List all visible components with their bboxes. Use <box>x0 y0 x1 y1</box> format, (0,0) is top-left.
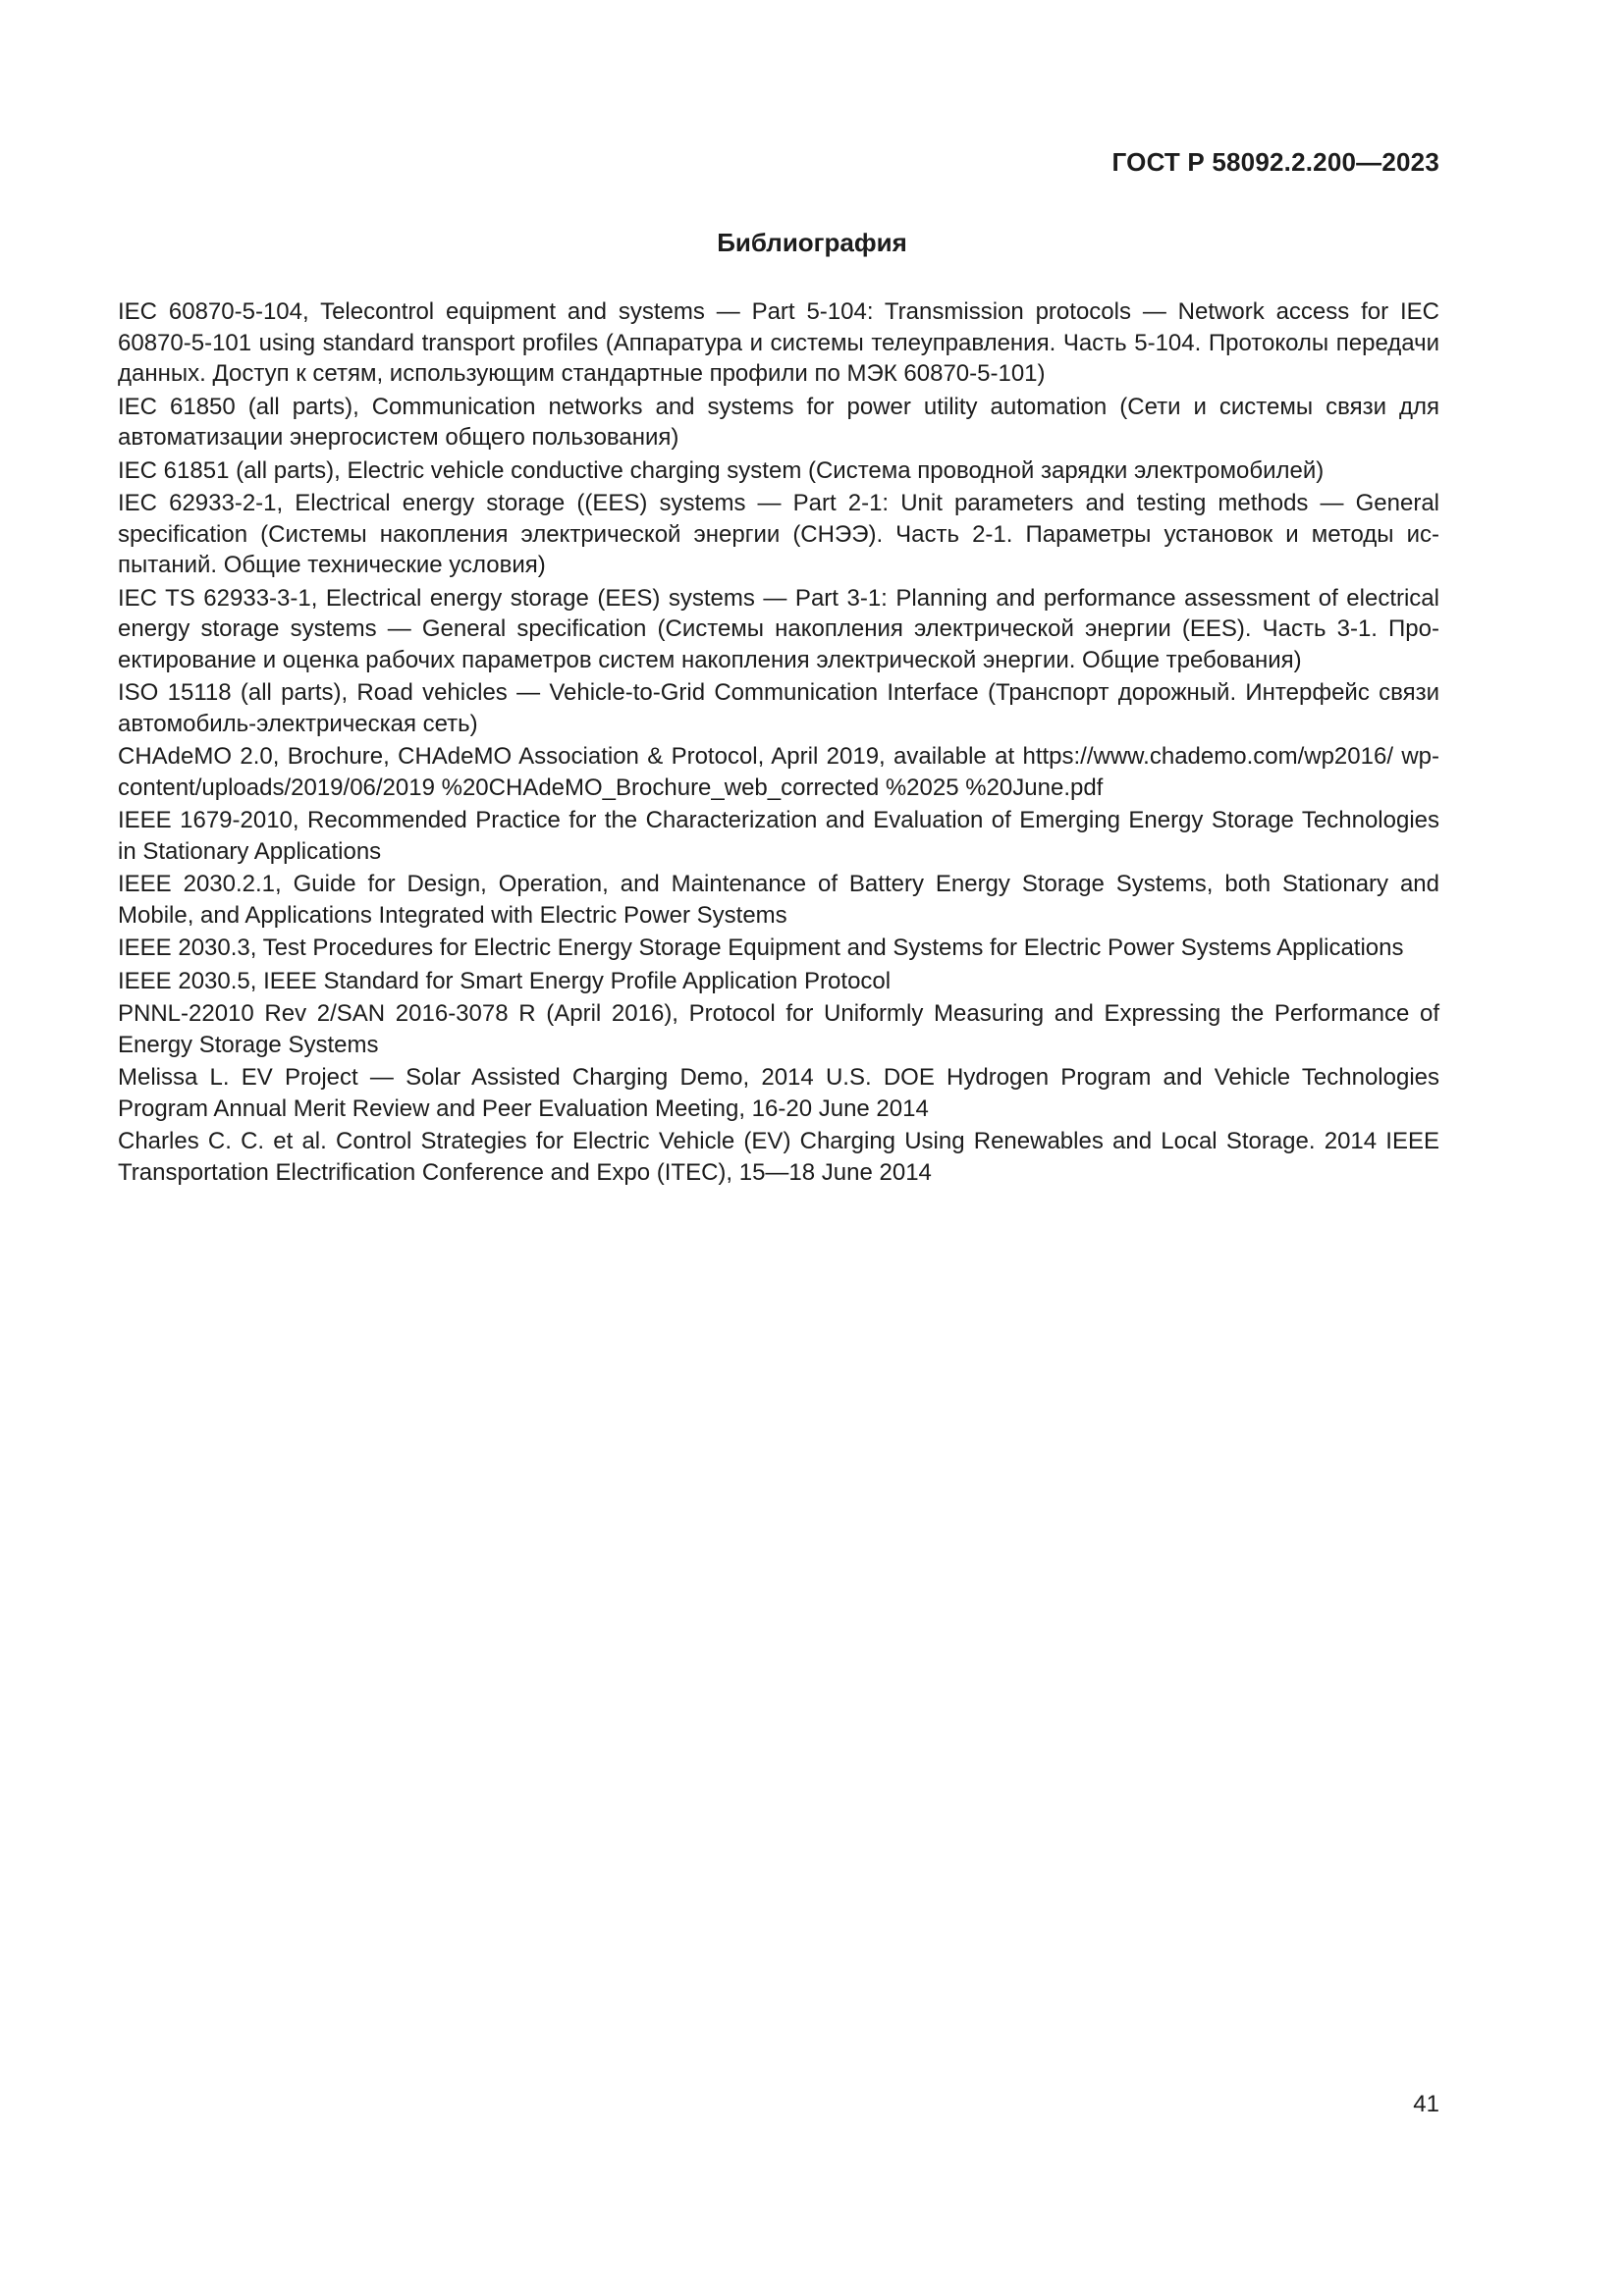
bibliography-entry: IEC 61850 (all parts), Communication networks and systems for power utility automation (Сети и системы связи для автоматизации энергосистем общего пользования) <box>118 393 1439 451</box>
bibliography-entry: Melissa L. EV Project — Solar Assisted Charging Demo, 2014 U.S. DOE Hydrogen Program and Vehicle Technologies Program Annual Merit Review and Peer Evaluation Meeting, 16-20 June 2014 <box>118 1064 1439 1122</box>
bibliography-entry: IEEE 2030.5, IEEE Standard for Smart Energy Profile Application Protocol <box>118 967 892 994</box>
bibliography-list <box>118 296 1439 1190</box>
bibliography-entry: PNNL-22010 Rev 2/SAN 2016-3078 R (April 2016), Protocol for Uniformly Measuring and Expressing the Performance of Energy Storage Systems <box>118 1000 1439 1058</box>
bibliography-entry: IEC TS 62933-3-1, Electrical energy storage (EES) systems — Part 3-1: Planning and performance assessment of electrical energy storage systems — General specification (Системы накопления электрической энергии (EES). Часть 3-1. Проектирование и оценка рабочих параметров систем накопления электрической энергии. Общие требования) <box>118 584 1439 673</box>
bibliography-entry: Charles C. C. et al. Control Strategies for Electric Vehicle (EV) Charging Using Renewables and Local Storage. 2014 IEEE Transportation Electrification Conference and Expo (ITEC), 15—18 June 2014 <box>118 1128 1439 1186</box>
bibliography-entry: IEC 61851 (all parts), Electric vehicle conductive charging system (Система проводной зарядки электромобилей) <box>118 456 1325 484</box>
bibliography-title: Библиография <box>717 228 907 257</box>
bibliography-entry: IEEE 2030.3, Test Procedures for Electric Energy Storage Equipment and Systems for Electric Power Systems Applications <box>118 934 1404 961</box>
bibliography-entry: IEC 62933-2-1, Electrical energy storage ((EES) systems — Part 2-1: Unit parameters and testing methods — General specification (Системы накопления электрической энергии (СНЭЭ). Часть 2-1. Параметры установок и методы испытаний. Общие технические условия) <box>118 490 1439 578</box>
page-number: 41 <box>1413 2091 1439 2117</box>
bibliography-entry: IEC 60870-5-104, Telecontrol equipment and systems — Part 5-104: Transmission protocols — Network access for IEC 60870-5-101 using standard transport profiles (Аппаратура и системы телеуправления. Часть 5-104. Протоколы передачи данных. Доступ к сетям, использующим стандартные профили по МЭК 60870-5-101) <box>118 298 1439 387</box>
bibliography-entry: IEEE 1679-2010, Recommended Practice for the Characterization and Evaluation of Emerging Energy Storage Technologies in Stationary Applications <box>118 807 1439 865</box>
bibliography-entry: CHAdeMO 2.0, Brochure, CHAdeMO Association & Protocol, April 2019, available at https://www.chademo.com/wp2016/ wp-content/uploads/2019/06/2019 %20CHAdeMO_Brochure_web_corrected %2025 %20June.pdf <box>118 743 1439 801</box>
bibliography-entry: ISO 15118 (all parts), Road vehicles — Vehicle-to-Grid Communication Interface (Транспорт дорожный. Интерфейс связи автомобиль-электрическая сеть) <box>118 679 1439 737</box>
document-id: ГОСТ Р 58092.2.200—2023 <box>1111 147 1439 177</box>
bibliography-entry: IEEE 2030.2.1, Guide for Design, Operation, and Maintenance of Battery Energy Storage Systems, both Stationary and Mobile, and Applications Integrated with Electric Power Systems <box>118 871 1439 929</box>
